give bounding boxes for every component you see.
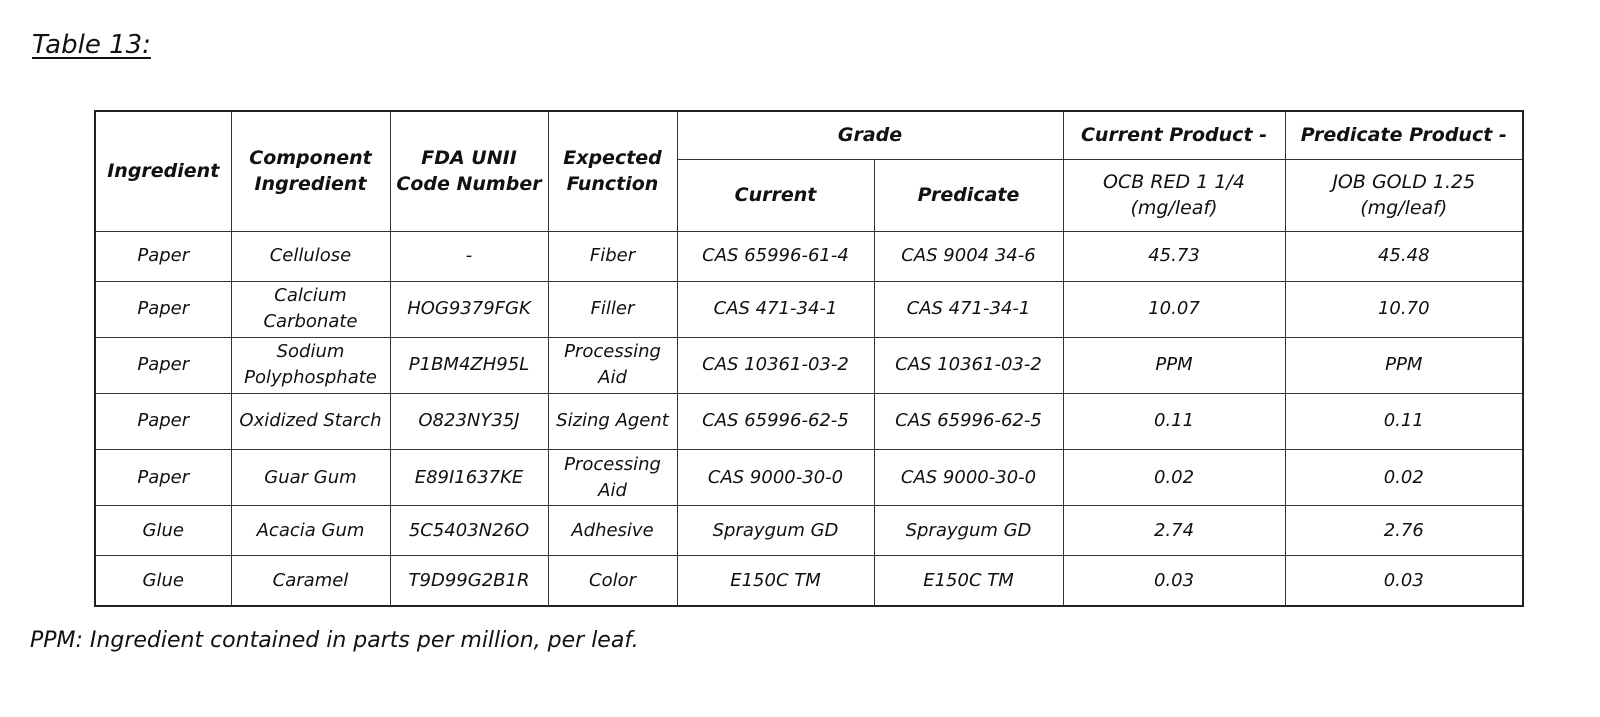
cell-grade-current: CAS 9000-30-0: [677, 450, 874, 506]
cell-grade-current: Spraygum GD: [677, 506, 874, 556]
cell-component-ingredient: Caramel: [231, 556, 390, 606]
table-body: [95, 231, 1523, 606]
cell-expected-function: Adhesive: [548, 506, 677, 556]
header-current-product-unit: OCB RED 1 1/4 (mg/leaf): [1063, 159, 1285, 231]
cell-ingredient: Paper: [95, 231, 231, 281]
header-grade-current: Current: [677, 159, 874, 231]
cell-predicate-product-value: 2.76: [1285, 506, 1523, 556]
cell-fda-unii: 5C5403N26O: [390, 506, 548, 556]
header-ingredient: Ingredient: [95, 111, 231, 231]
cell-fda-unii: O823NY35J: [390, 393, 548, 449]
cell-component-ingredient: Oxidized Starch: [231, 393, 390, 449]
table-row: [95, 393, 1523, 449]
cell-expected-function: Processing Aid: [548, 450, 677, 506]
cell-ingredient: Glue: [95, 506, 231, 556]
cell-component-ingredient: Guar Gum: [231, 450, 390, 506]
header-component-ingredient: Component Ingredient: [231, 111, 390, 231]
header-current-product: Current Product -: [1063, 111, 1285, 159]
table-row: [95, 231, 1523, 281]
cell-current-product-value: 0.02: [1063, 450, 1285, 506]
cell-current-product-value: 0.11: [1063, 393, 1285, 449]
header-expected-function: Expected Function: [548, 111, 677, 231]
cell-grade-predicate: CAS 10361-03-2: [874, 337, 1063, 393]
cell-ingredient: Glue: [95, 556, 231, 606]
cell-expected-function: Sizing Agent: [548, 393, 677, 449]
cell-grade-predicate: CAS 9004 34-6: [874, 231, 1063, 281]
cell-grade-predicate: Spraygum GD: [874, 506, 1063, 556]
cell-fda-unii: -: [390, 231, 548, 281]
cell-current-product-value: 45.73: [1063, 231, 1285, 281]
table-row: [95, 506, 1523, 556]
cell-current-product-value: PPM: [1063, 337, 1285, 393]
cell-expected-function: Color: [548, 556, 677, 606]
cell-grade-current: CAS 65996-61-4: [677, 231, 874, 281]
table-row: [95, 337, 1523, 393]
header-predicate-product: Predicate Product -: [1285, 111, 1523, 159]
cell-predicate-product-value: 45.48: [1285, 231, 1523, 281]
cell-ingredient: Paper: [95, 281, 231, 337]
cell-expected-function: Processing Aid: [548, 337, 677, 393]
table-row: [95, 556, 1523, 606]
cell-grade-current: CAS 10361-03-2: [677, 337, 874, 393]
cell-predicate-product-value: PPM: [1285, 337, 1523, 393]
cell-grade-current: CAS 471-34-1: [677, 281, 874, 337]
header-grade-predicate: Predicate: [874, 159, 1063, 231]
cell-expected-function: Fiber: [548, 231, 677, 281]
cell-grade-predicate: CAS 9000-30-0: [874, 450, 1063, 506]
cell-predicate-product-value: 0.02: [1285, 450, 1523, 506]
header-predicate-product-unit: JOB GOLD 1.25 (mg/leaf): [1285, 159, 1523, 231]
cell-current-product-value: 0.03: [1063, 556, 1285, 606]
cell-predicate-product-value: 0.11: [1285, 393, 1523, 449]
cell-fda-unii: HOG9379FGK: [390, 281, 548, 337]
cell-grade-predicate: CAS 65996-62-5: [874, 393, 1063, 449]
cell-component-ingredient: Acacia Gum: [231, 506, 390, 556]
cell-ingredient: Paper: [95, 450, 231, 506]
cell-predicate-product-value: 10.70: [1285, 281, 1523, 337]
table-title: Table 13:: [32, 30, 151, 60]
cell-fda-unii: E89I1637KE: [390, 450, 548, 506]
cell-ingredient: Paper: [95, 393, 231, 449]
ingredient-table: [94, 110, 1524, 607]
cell-expected-function: Filler: [548, 281, 677, 337]
cell-grade-predicate: CAS 471-34-1: [874, 281, 1063, 337]
cell-current-product-value: 10.07: [1063, 281, 1285, 337]
cell-component-ingredient: Cellulose: [231, 231, 390, 281]
cell-fda-unii: P1BM4ZH95L: [390, 337, 548, 393]
header-grade: Grade: [677, 111, 1063, 159]
header-fda-unii: FDA UNII Code Number: [390, 111, 548, 231]
cell-grade-predicate: E150C TM: [874, 556, 1063, 606]
footnote: PPM: Ingredient contained in parts per million, per leaf.: [30, 628, 639, 653]
cell-component-ingredient: Calcium Carbonate: [231, 281, 390, 337]
cell-predicate-product-value: 0.03: [1285, 556, 1523, 606]
cell-current-product-value: 2.74: [1063, 506, 1285, 556]
cell-ingredient: Paper: [95, 337, 231, 393]
cell-grade-current: CAS 65996-62-5: [677, 393, 874, 449]
table-row: [95, 450, 1523, 506]
cell-component-ingredient: Sodium Polyphosphate: [231, 337, 390, 393]
cell-grade-current: E150C TM: [677, 556, 874, 606]
table-row: [95, 281, 1523, 337]
cell-fda-unii: T9D99G2B1R: [390, 556, 548, 606]
